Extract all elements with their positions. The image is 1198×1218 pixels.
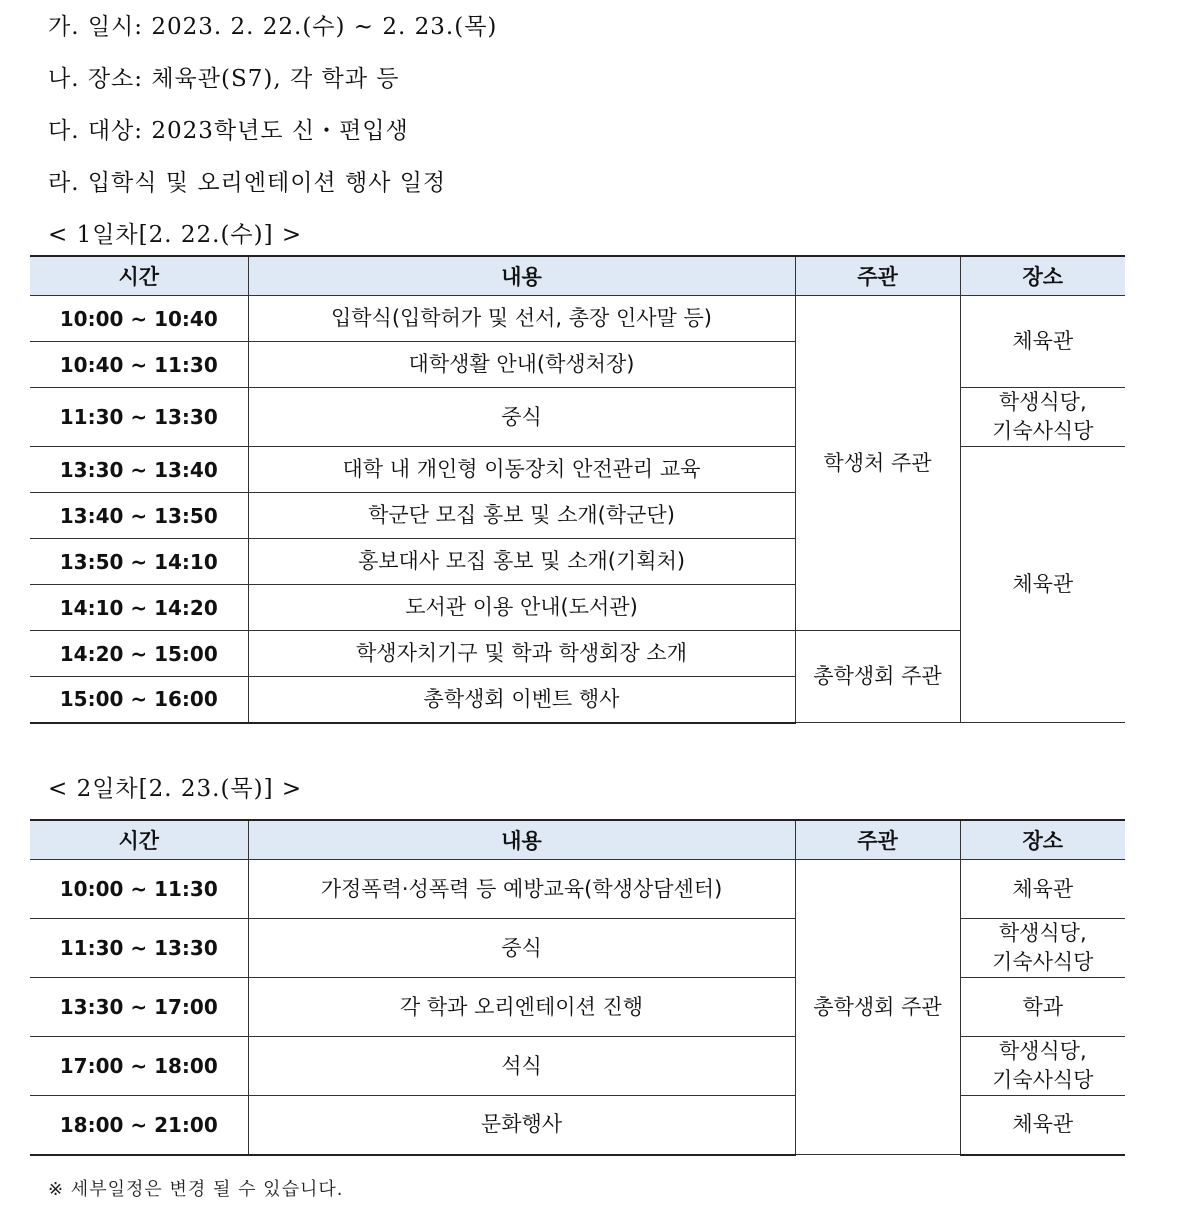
place-line: 기숙사식당 [992,950,1094,974]
time-cell: 13:50 ~ 14:10 [30,539,248,585]
org-cell: 총학생회 주관 [795,631,960,723]
time-cell: 11:30 ~ 13:30 [30,388,248,447]
place-line: 기숙사식당 [992,419,1094,443]
place-cell [960,388,1125,447]
table-row [30,388,1125,447]
content-cell: 총학생회 이벤트 행사 [248,677,795,723]
info-line-target: 다. 대상: 2023학년도 신・편입생 [48,118,409,144]
content-cell: 입학식(입학허가 및 선서, 총장 인사말 등) [248,296,795,342]
time-cell: 13:30 ~ 17:00 [30,978,248,1037]
place-cell [960,860,1125,919]
time-cell: 10:00 ~ 11:30 [30,860,248,919]
content-cell: 문화행사 [248,1096,795,1155]
time-cell: 10:00 ~ 10:40 [30,296,248,342]
content-cell: 중식 [248,388,795,447]
day2-title: < 2일차[2. 23.(목)] > [48,776,303,802]
header-content: 내용 [248,256,795,296]
day2-schedule-table [30,819,1125,1156]
info-line-place: 나. 장소: 체육관(S7), 각 학과 등 [48,66,400,92]
content-cell: 중식 [248,919,795,978]
time-cell: 13:40 ~ 13:50 [30,493,248,539]
time-cell: 14:20 ~ 15:00 [30,631,248,677]
content-cell: 학군단 모집 홍보 및 소개(학군단) [248,493,795,539]
place-line: 기숙사식당 [992,1068,1094,1092]
table-row [30,1096,1125,1155]
table-row [30,919,1125,978]
place-cell [960,919,1125,978]
place-line: 학생식당, [998,1039,1087,1063]
org-cell: 학생처 주관 [795,296,960,631]
header-place: 장소 [960,256,1125,296]
place-cell [960,1037,1125,1096]
place-cell: 체육관 [960,296,1125,388]
place-cell: 체육관 [960,447,1125,723]
table-row [30,1037,1125,1096]
content-cell: 석식 [248,1037,795,1096]
place-cell [960,1096,1125,1155]
place-line: 학과 [1022,994,1064,1019]
content-cell: 가정폭력·성폭력 등 예방교육(학생상담센터) [248,860,795,919]
content-cell: 대학 내 개인형 이동장치 안전관리 교육 [248,447,795,493]
content-cell: 홍보대사 모집 홍보 및 소개(기획처) [248,539,795,585]
header-time: 시간 [30,256,248,296]
time-cell: 10:40 ~ 11:30 [30,342,248,388]
org-cell: 총학생회 주관 [795,860,960,1155]
header-org: 주관 [795,820,960,860]
time-cell: 13:30 ~ 13:40 [30,447,248,493]
day1-schedule-table [30,255,1125,724]
place-line: 체육관 [1012,876,1074,901]
header-content: 내용 [248,820,795,860]
header-time: 시간 [30,820,248,860]
time-cell: 18:00 ~ 21:00 [30,1096,248,1155]
table-row [30,860,1125,919]
footnote: ※ 세부일정은 변경 될 수 있습니다. [48,1179,344,1200]
info-line-schedule: 라. 입학식 및 오리엔테이션 행사 일정 [48,170,447,196]
place-line: 학생식당, [998,921,1087,945]
table-row [30,296,1125,342]
content-cell: 도서관 이용 안내(도서관) [248,585,795,631]
place-line: 체육관 [1012,1112,1074,1137]
table-row [30,978,1125,1037]
header-place: 장소 [960,820,1125,860]
time-cell: 14:10 ~ 14:20 [30,585,248,631]
content-cell: 각 학과 오리엔테이션 진행 [248,978,795,1037]
time-cell: 15:00 ~ 16:00 [30,677,248,723]
table-row [30,447,1125,493]
header-org: 주관 [795,256,960,296]
place-line: 학생식당, [998,390,1087,414]
content-cell: 학생자치기구 및 학과 학생회장 소개 [248,631,795,677]
content-cell: 대학생활 안내(학생처장) [248,342,795,388]
time-cell: 17:00 ~ 18:00 [30,1037,248,1096]
time-cell: 11:30 ~ 13:30 [30,919,248,978]
day1-title: < 1일차[2. 22.(수)] > [48,222,303,248]
place-cell [960,978,1125,1037]
info-line-date: 가. 일시: 2023. 2. 22.(수) ~ 2. 23.(목) [48,14,498,40]
